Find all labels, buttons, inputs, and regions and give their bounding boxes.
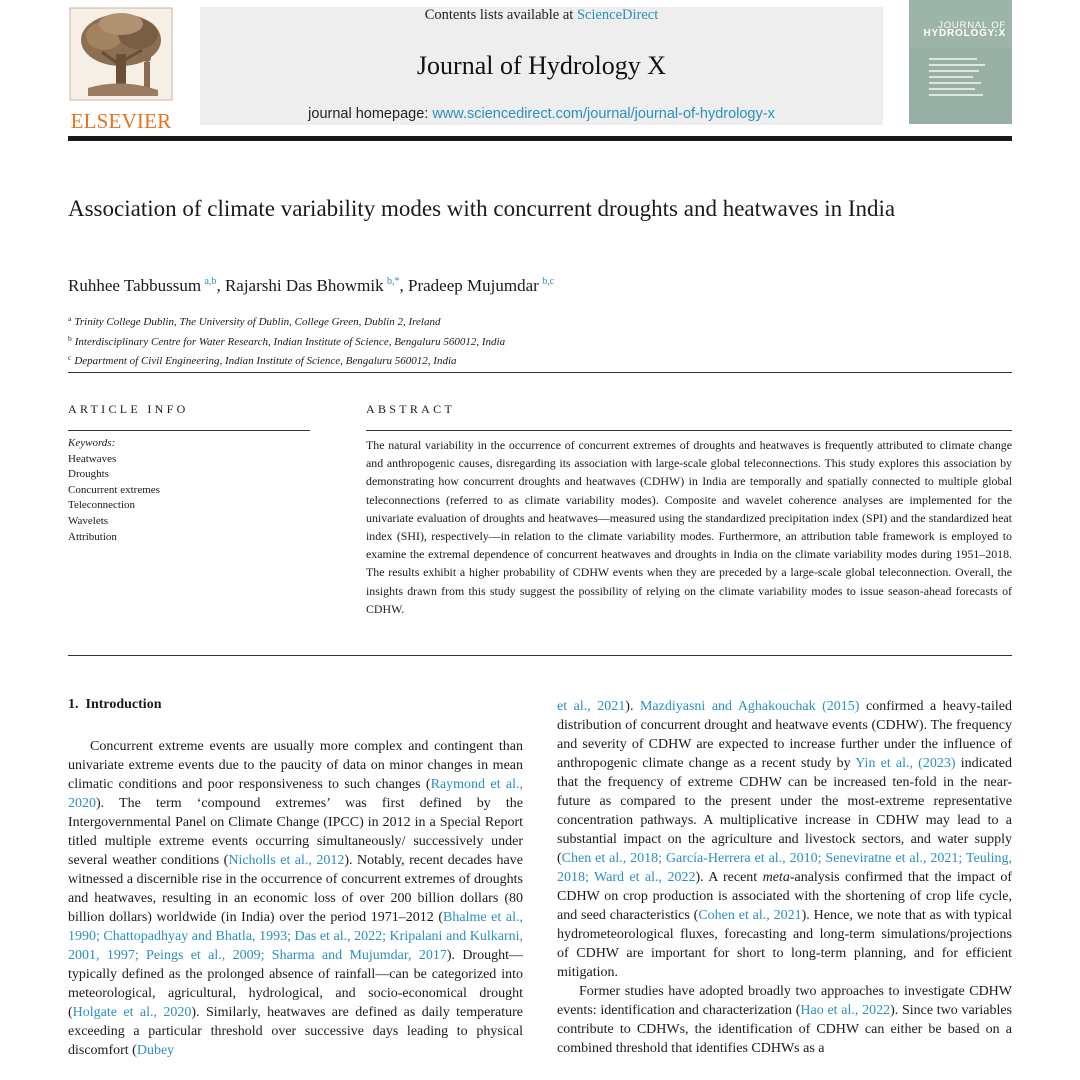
cover-line <box>929 64 985 66</box>
homepage-prefix: journal homepage: <box>308 106 433 122</box>
body-text-run: ). Since two variables contribute to CDHWs, the identification of CDHW can either be based on a combined threshold that identifies CDHWs as a <box>557 1003 1012 1056</box>
affiliations <box>68 311 505 370</box>
author-name[interactable]: Rajarshi Das Bhowmik <box>224 276 384 295</box>
keyword: Droughts <box>68 468 109 481</box>
journal-homepage-link[interactable]: www.sciencedirect.com/journal/journal-of-hydrology-x <box>432 106 775 122</box>
affiliation-mark: a <box>68 314 72 323</box>
contents-prefix: Contents lists available at <box>424 7 577 23</box>
citation-link[interactable]: Yin et al., (2023) <box>855 756 956 771</box>
affiliation-text: Trinity College Dublin, The University of Dublin, College Green, Dublin 2, Ireland <box>74 316 441 328</box>
body-text-run: confirmed a heavy-tailed distribution of concurrent drought and heatwave events (CDHW). The frequency and severity of CDHW are expected to increase further under the influence of anthropogenic climate change as a recent study by <box>557 699 1012 771</box>
keyword: Concurrent extremes <box>68 483 160 496</box>
elsevier-tree-icon <box>68 6 174 102</box>
body-text-run: ). Hence, we note that as with typical hydrometeorological fluxes, forecasting and long-term simulations/projections of CDHW are important for short to long-term planning, and for efficient mitigation. <box>557 908 1012 980</box>
citation-link[interactable]: et al., 2021 <box>557 699 626 714</box>
contents-line <box>200 7 883 24</box>
affiliation-a <box>68 311 505 331</box>
abstract-text: The natural variability in the occurrence of concurrent extremes of droughts and heatwaves is frequently attributed to climate change and anthropogenic causes, disregarding its association with large-scale global teleconnections. This study explores this association by demonstrating how concurrent droughts and heatwaves (CDHW) in India are temporally and spatially connected to multiple global teleconnections (referred to as climate variability modes). Composite and wavelet coherence analyses are implemented for the univariate evaluation of droughts and heatwaves—measured using the standardized precipitation index (SPI) and the standardized heat index (SHI), respectively—in relation to the climate variability modes. Furthermore, an attribution table framework is employed to examine the extremal dependence of concurrent heatwaves and droughts in India on the climate variability modes during 1951–2018. The results exhibit a higher probability of CDHW events when they are preceded by a large-scale global teleconnection. Overall, the insights drawn from this study suggest the possibility of relying on the climate variability modes to issue season-ahead forecasts of CDHW. <box>366 438 1012 616</box>
body-text-run: ). The term ‘compound extremes’ was first defined by the Intergovernmental Panel on Climate Change (IPCC) in 2012 in a Special Report titled multiple extreme events occurring simultaneously/ successively under several weather conditions ( <box>68 796 523 868</box>
body-text-run: Concurrent extreme events are usually more complex and contingent than univariate extreme events due to the paucity of data on minor changes in mean climatic conditions and poor responsiveness to such changes ( <box>68 739 523 792</box>
citation-link[interactable]: Raymond et al., 2020 <box>68 777 523 811</box>
sciencedirect-link[interactable]: ScienceDirect <box>576 7 659 23</box>
journal-cover-thumbnail <box>909 0 1012 124</box>
body-paragraph <box>557 982 1012 1058</box>
cover-title-line2: HYDROLOGY:X <box>923 28 1006 39</box>
affiliation-c <box>68 350 505 370</box>
citation-link[interactable]: Cohen et al., 2021 <box>698 908 802 923</box>
body-text-run: ). Similarly, heatwaves are defined as daily temperature exceeding a particular threshold over successive days leading to physical discomfort ( <box>68 1005 523 1058</box>
author-name[interactable]: Ruhhee Tabbussum <box>68 276 202 295</box>
keywords-label: Keywords: <box>68 437 116 449</box>
citation-link[interactable]: Hao et al., 2022 <box>800 1003 891 1018</box>
keywords-list <box>68 436 160 545</box>
divider <box>68 430 310 431</box>
journal-title: Journal of Hydrology X <box>416 51 667 80</box>
header-rule <box>68 136 1012 141</box>
keyword: Wavelets <box>68 514 109 527</box>
affiliation-text: Interdisciplinary Centre for Water Research, Indian Institute of Science, Bengaluru 560012, India <box>74 335 506 348</box>
author-affiliation-mark[interactable]: b,* <box>387 276 400 287</box>
citation-link[interactable]: Mazdiyasni and Aghakouchak (2015) <box>639 699 860 714</box>
article-info-heading: ARTICLE INFO <box>68 402 189 416</box>
body-text-run: ). Drought—typically defined as the prolonged absence of rainfall—can be categorized into meteorological, agricultural, hydrological, and socio-economical drought ( <box>68 948 523 1020</box>
section-heading <box>68 697 161 713</box>
author-affiliation-mark[interactable]: a,b <box>204 276 217 287</box>
citation-link[interactable]: Nicholls et al., 2012 <box>228 853 345 868</box>
body-text-run: indicated that the frequency of extreme CDHW can be increased ten-fold in the near-future as compared to the present under the most-extreme representative concentration pathways. A multiplicative increase in CDHW may lead to a substantial impact on the agriculture and livestock sectors, and water supply ( <box>557 756 1012 866</box>
body-column-right <box>557 697 1012 1080</box>
citation-link[interactable]: Bhalme et al., 1990; Chattopadhyay and Bhatla, 1993; Das et al., 2022; Kripalani and Kulkarni, 2001, 1997; Peings et al., 2009; Sharma and Mujumdar, 2017 <box>68 910 523 963</box>
citation-link[interactable]: Holgate et al., 2020 <box>72 1005 192 1020</box>
keyword: Teleconnection <box>68 499 136 512</box>
divider <box>366 430 1012 431</box>
body-column-left <box>68 737 523 1080</box>
body-text-run: -analysis confirmed that the impact of CDHW on crop production is associated with the shortening of crop life cycle, and seed characteristics ( <box>557 870 1012 923</box>
cover-title <box>923 22 1006 38</box>
section-number: 1. <box>68 697 79 712</box>
cover-line <box>929 82 981 84</box>
body-paragraph <box>68 737 523 1060</box>
affiliation-text: Department of Civil Engineering, Indian Institute of Science, Bengaluru 560012, India <box>74 355 457 368</box>
cover-line <box>929 76 973 78</box>
citation-link[interactable]: Dubey <box>136 1043 175 1058</box>
italic-text: meta <box>762 870 790 885</box>
publisher-name: ELSEVIER <box>70 109 172 133</box>
body-text-run: ). Notably, recent decades have witnessed a discernible rise in the occurrence of concurrent extremes of droughts and heatwaves, resulting in an economic loss of over 200 billion dollars (80 billion dollars) worldwide (in India) over the period 1971–2012 ( <box>68 853 523 925</box>
citation-link[interactable]: Chen et al., 2018; García-Herrera et al., 2010; Seneviratne et al., 2021; Teuling, 2018; Ward et al., 2022 <box>557 851 1012 885</box>
divider <box>68 655 1012 656</box>
affiliation-mark: b <box>68 333 72 343</box>
affiliation-mark: c <box>68 353 72 363</box>
keyword: Heatwaves <box>68 452 117 465</box>
body-text-run: ). <box>625 699 640 714</box>
cover-line <box>929 88 975 90</box>
cover-line <box>929 94 983 96</box>
body-text-run: Former studies have adopted broadly two approaches to investigate CDHW events: identification and characterization ( <box>557 984 1012 1018</box>
article-title: Association of climate variability modes with concurrent droughts and heatwaves in India <box>68 196 896 221</box>
cover-title-line1: JOURNAL OF <box>938 20 1006 31</box>
body-paragraph <box>557 697 1012 982</box>
section-title: Introduction <box>85 697 162 712</box>
cover-line <box>929 58 977 60</box>
body-text-run: ). A recent <box>695 870 763 885</box>
cover-line <box>929 70 979 72</box>
elsevier-logo <box>66 6 176 133</box>
keyword: Attribution <box>68 530 117 543</box>
author-list: Ruhhee Tabbussum $^{a,b}$, Rajarshi Das Bhowmik $^{b,*}$, Pradeep Mujumdar $^{b,c}$ <box>68 276 555 295</box>
homepage-line <box>200 106 883 122</box>
author-affiliation-mark[interactable]: b,c <box>542 276 555 287</box>
journal-banner <box>200 7 883 125</box>
author-name[interactable]: Pradeep Mujumdar <box>408 276 539 295</box>
abstract-heading: ABSTRACT <box>366 402 456 416</box>
divider <box>68 372 1012 373</box>
affiliation-b <box>68 331 505 351</box>
